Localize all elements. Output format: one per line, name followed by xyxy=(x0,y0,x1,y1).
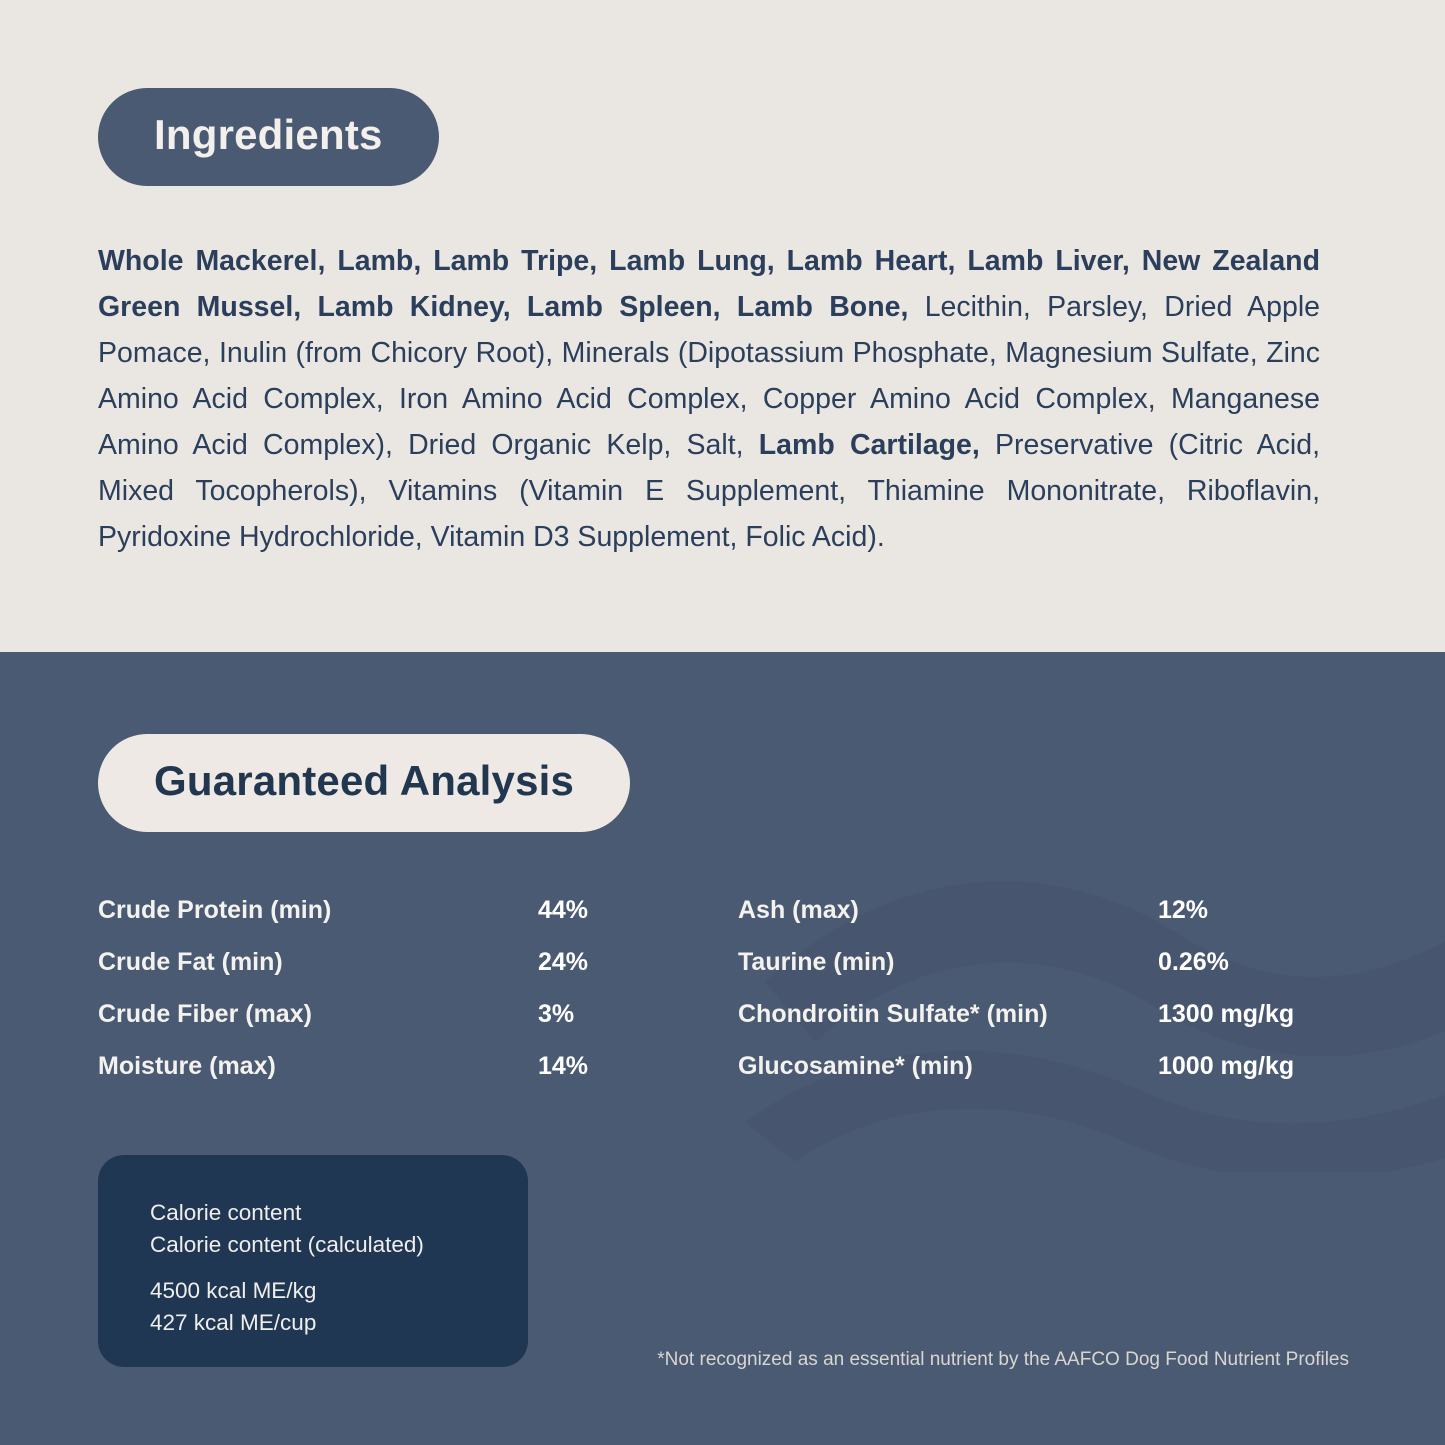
ingredients-heading-pill xyxy=(98,88,439,186)
ingredients-bold-mid: Lamb Cartilage, xyxy=(758,429,980,461)
analysis-heading-pill xyxy=(98,734,630,832)
ingredients-rest-part2: Preservative (Citric Acid, Mixed Tocopherols), Vitamins (Vitamin E Supplement, Thiamine Mononitrate, Riboflavin, Pyridoxine Hydrochloride, Vitamin D3 Supplement, Folic Acid). xyxy=(98,429,1320,553)
analysis-content xyxy=(98,652,1347,1092)
ingredients-heading-text: Ingredients xyxy=(154,111,383,158)
calorie-content-box xyxy=(98,1155,528,1367)
ga-label: Chondroitin Sulfate* (min) xyxy=(738,1000,1048,1028)
analysis-footnote: *Not recognized as an essential nutrient by the AAFCO Dog Food Nutrient Profiles xyxy=(657,1349,1349,1370)
ga-label: Crude Fat (min) xyxy=(98,948,283,976)
calorie-line-1: Calorie content xyxy=(150,1200,302,1225)
analysis-heading-text: Guaranteed Analysis xyxy=(154,757,575,804)
ga-value: 1000 mg/kg xyxy=(1158,1052,1295,1080)
ga-value: 12% xyxy=(1158,896,1209,924)
ga-label: Ash (max) xyxy=(738,896,859,924)
ga-value: 3% xyxy=(538,1000,575,1028)
calorie-line-4: 427 kcal ME/cup xyxy=(150,1310,317,1335)
ingredients-rest-part1: Lecithin, Parsley, Dried Apple Pomace, Inulin (from Chicory Root), Minerals (Dipotassium Phosphate, Magnesium Sulfate, Zinc Amino Acid Complex, Iron Amino Acid Complex, Copper Amino Acid Complex, Manganese Amino Acid Complex), Dried Organic Kelp, Salt, xyxy=(98,291,1320,461)
ga-value: 44% xyxy=(538,896,589,924)
ga-label: Glucosamine* (min) xyxy=(738,1052,973,1080)
ga-value: 24% xyxy=(538,948,589,976)
ingredients-bold-lead: Whole Mackerel, Lamb, Lamb Tripe, Lamb Lung, Lamb Heart, Lamb Liver, New Zealand Green Mussel, Lamb Kidney, Lamb Spleen, Lamb Bone, xyxy=(98,245,1320,323)
guaranteed-analysis-table xyxy=(98,884,1347,1092)
ga-label: Crude Fiber (max) xyxy=(98,1000,312,1028)
ga-value: 0.26% xyxy=(1158,948,1229,976)
calorie-spacer xyxy=(150,1261,528,1275)
calorie-line-2: Calorie content (calculated) xyxy=(150,1232,424,1257)
ga-label: Crude Protein (min) xyxy=(98,896,332,924)
calorie-line-3: 4500 kcal ME/kg xyxy=(150,1278,317,1303)
ga-value: 14% xyxy=(538,1052,589,1080)
ga-value: 1300 mg/kg xyxy=(1158,1000,1295,1028)
ga-label: Taurine (min) xyxy=(738,948,895,976)
ingredients-section xyxy=(0,0,1445,652)
ga-label: Moisture (max) xyxy=(98,1052,276,1080)
ingredients-list xyxy=(98,238,1320,560)
